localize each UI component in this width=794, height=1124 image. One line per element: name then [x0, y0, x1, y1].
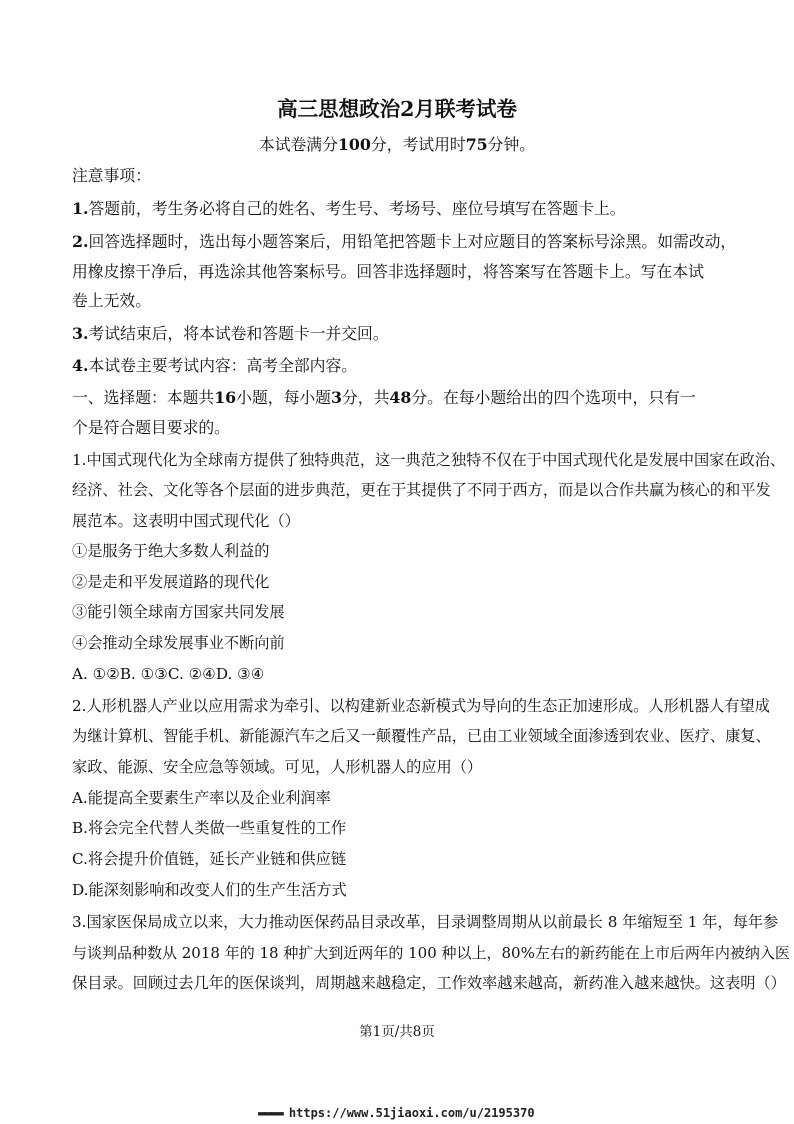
question-1-line-2: 经济、社会、文化等各个层面的进步典范，更在于其提供了不同于西方，而是以合作共赢为核心的和平发	[72, 481, 771, 499]
question-3-line-2: 与谈判品种数从 2018 年的 18 种扩大到近两年的 100 种以上，80%左右的新药能在上市后两年内被纳入医	[72, 944, 790, 962]
question-2-option-b: B.将会完全代替人类做一些重复性的工作	[72, 819, 347, 837]
question-1-option-4: ④会推动全球发展事业不断向前	[72, 634, 285, 652]
section-heading-line-2: 个是符合题目要求的。	[72, 418, 230, 437]
question-3-line-3: 保目录。回顾过去几年的医保谈判，周期越来越稳定，工作效率越来越高，新药准入越来越快。这表明（）	[72, 974, 786, 992]
question-1-choices: A. ①②B. ①③C. ②④D. ③④	[72, 665, 265, 683]
question-2-option-a: A.能提高全要素生产率以及企业利润率	[72, 789, 331, 807]
watermark-url: https://www.51jiaoxi.com/u/2195370	[288, 1106, 535, 1120]
notice-item-2-line-1: 2.回答选择题时，选出每小题答案后，用铅笔把答题卡上对应题目的答案标号涂黑。如需改动，	[72, 232, 737, 251]
notice-item-1: 1.答题前，考生务必将自己的姓名、考生号、考场号、座位号填写在答题卡上。	[72, 199, 626, 218]
question-2-option-c: C.将会提升价值链，延长产业链和供应链	[72, 850, 347, 868]
question-1-option-2: ②是走和平发展道路的现代化	[72, 573, 270, 591]
question-2-line-3: 家政、能源、安全应急等领域。可见，人形机器人的应用（）	[72, 758, 483, 776]
page-title: 高三思想政治2月联考试卷	[277, 97, 517, 121]
question-3-line-1: 3.国家医保局成立以来，大力推动医保药品目录改革，目录调整周期从以前最长 8 年缩短至 1 年，每年参	[72, 913, 779, 931]
question-1-option-1: ①是服务于绝大多数人利益的	[72, 542, 270, 560]
notice-item-2-line-2: 用橡皮擦干净后，再选涂其他答案标号。回答非选择题时，将答案写在答题卡上。写在本试	[72, 262, 704, 281]
question-2-option-d: D.能深刻影响和改变人们的生产生活方式	[72, 881, 347, 899]
section-heading: 一、选择题：本题共16小题，每小题3分，共48分。在每小题给出的四个选项中，只有一	[72, 388, 696, 407]
exam-subtitle: 本试卷满分100分，考试用时75分钟。	[258, 135, 536, 154]
page-footer: 第1页/共8页	[359, 1024, 435, 1040]
question-1-option-3: ③能引领全球南方国家共同发展	[72, 603, 285, 621]
notice-item-3: 3.考试结束后，将本试卷和答题卡一并交回。	[72, 324, 389, 343]
question-1-line-3: 展范本。这表明中国式现代化（）	[72, 512, 300, 530]
question-1-line-1: 1.中国式现代化为全球南方提供了独特典范，这一典范之独特不仅在于中国式现代化是发展中国家在政治、	[72, 451, 786, 469]
watermark-marks: ▬▬▬▬	[258, 1106, 283, 1120]
question-2-line-1: 2.人形机器人产业以应用需求为牵引、以构建新业态新模式为导向的生态正加速形成。人形机器人有望成	[72, 697, 770, 715]
watermark	[258, 1106, 535, 1120]
notice-heading: 注意事项：	[72, 166, 151, 185]
question-2-line-2: 为继计算机、智能手机、新能源汽车之后又一颠覆性产品，已由工业领域全面渗透到农业、医疗、康复、	[72, 727, 771, 745]
notice-item-4: 4.本试卷主要考试内容：高考全部内容。	[72, 356, 358, 375]
notice-item-2-line-3: 卷上无效。	[72, 291, 151, 310]
